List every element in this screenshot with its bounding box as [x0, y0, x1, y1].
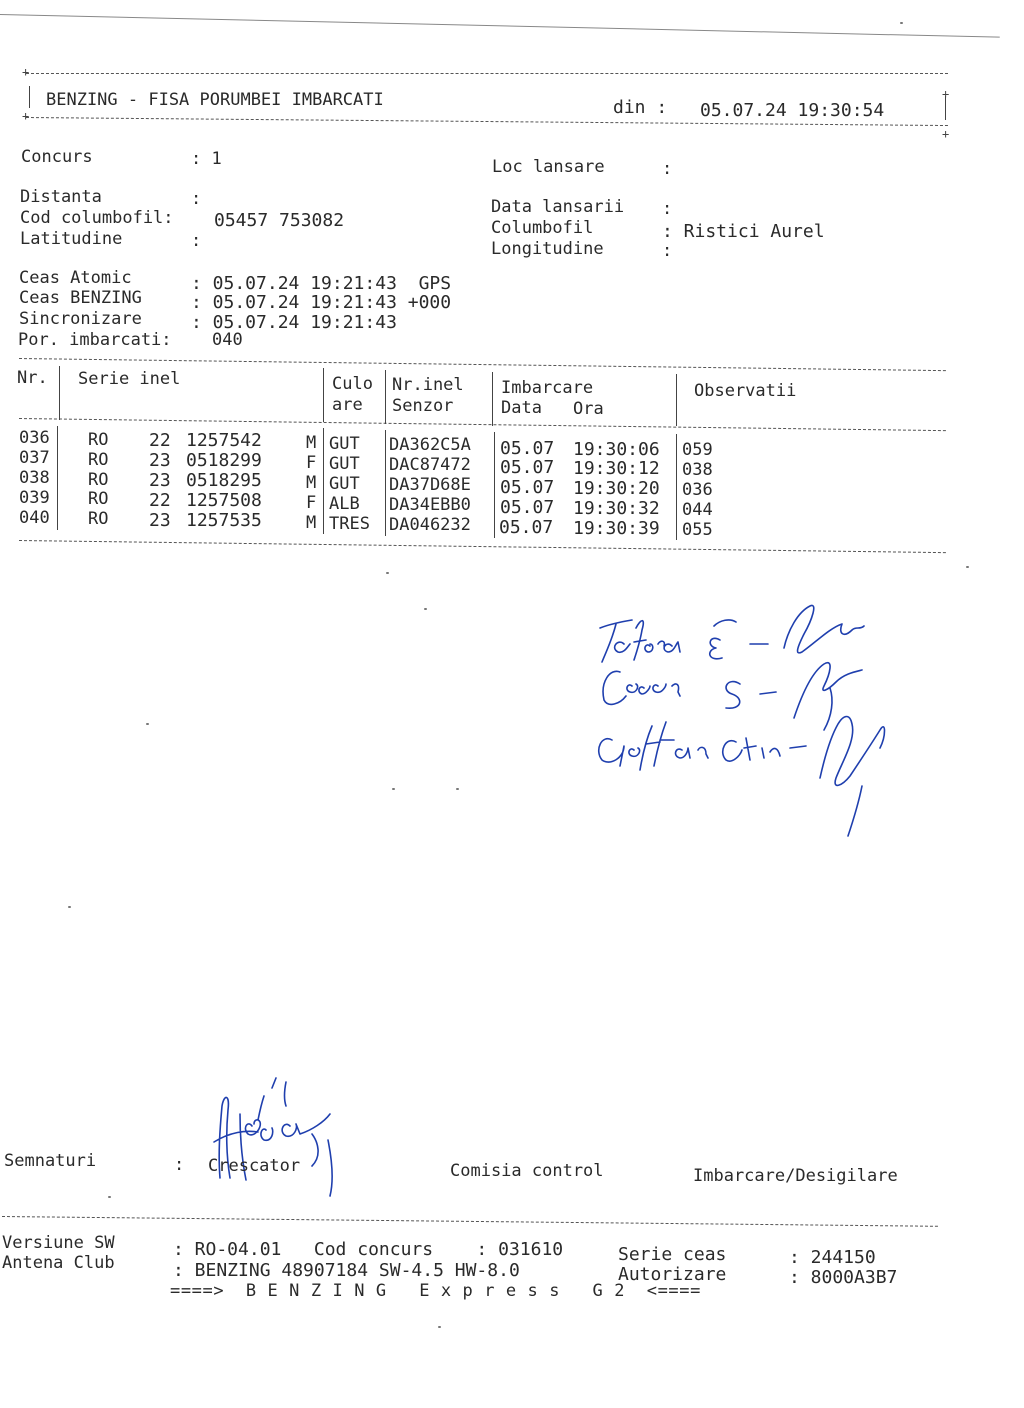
- cell-an: 22: [149, 490, 171, 511]
- cell-culoare: GUT: [329, 434, 360, 454]
- col-header-observatii: Observatii: [694, 381, 797, 401]
- cell-ora: 19:30:20: [573, 478, 660, 499]
- imbarcare-desigilare-label: Imbarcare/Desigilare: [693, 1166, 898, 1186]
- porumbei-imbarcati-value: 040: [212, 330, 243, 350]
- scan-speck: [108, 1196, 111, 1198]
- cell-an: 23: [149, 450, 171, 471]
- comisia-control-label: Comisia control: [450, 1161, 604, 1181]
- cell-data: 05.07: [500, 438, 555, 459]
- header-right-border: [945, 96, 946, 120]
- longitudine-value: :: [662, 241, 673, 261]
- col-border: [57, 426, 58, 530]
- cell-inel: 1257508: [186, 490, 262, 511]
- scan-speck: [68, 906, 71, 908]
- col-border: [385, 430, 386, 536]
- cell-observatii: 038: [682, 460, 713, 480]
- cell-ora: 19:30:32: [573, 498, 660, 519]
- cell-data: 05.07: [499, 517, 554, 538]
- sincronizare-value: : 05.07.24 19:21:43: [191, 312, 397, 333]
- crescator-label: Crescator: [208, 1156, 301, 1176]
- cell-ora: 19:30:06: [573, 439, 660, 460]
- header-corner: +: [22, 65, 30, 79]
- col-border: [323, 428, 324, 534]
- cell-senzor: DA34EBB0: [389, 495, 471, 515]
- report-date-value: 05.07.24 19:30:54: [700, 100, 885, 121]
- cell-observatii: 044: [682, 500, 713, 520]
- report-date-label: din :: [613, 97, 668, 118]
- serie-ceas-label: Serie ceas: [618, 1244, 727, 1265]
- cell-sex: F: [306, 453, 317, 473]
- cell-tara: RO: [88, 509, 109, 529]
- cell-ora: 19:30:39: [573, 518, 660, 539]
- col-header-serie: Serie inel: [78, 369, 181, 389]
- col-header-culoare-2: are: [332, 395, 363, 415]
- scan-speck: [386, 572, 389, 574]
- cell-culoare: GUT: [329, 474, 360, 494]
- cell-observatii: 059: [682, 440, 713, 460]
- footer-software-line: : RO-04.01 Cod concurs : 031610: [173, 1239, 564, 1260]
- ceas-benzing-label: Ceas BENZING: [19, 288, 142, 308]
- cod-columbofil-value: 05457 753082: [214, 210, 345, 231]
- cell-inel: 0518295: [186, 470, 262, 491]
- sincronizare-label: Sincronizare: [19, 309, 142, 329]
- cell-sex: F: [306, 493, 317, 513]
- semnaturi-label: Semnaturi: [4, 1151, 97, 1171]
- ceas-atomic-value: : 05.07.24 19:21:43 GPS: [191, 273, 452, 294]
- latitudine-label: Latitudine: [20, 229, 123, 249]
- handwritten-commission-names: [580, 590, 920, 850]
- cell-senzor: DA362C5A: [389, 435, 471, 455]
- cell-senzor: DA046232: [389, 515, 471, 535]
- cell-nr: 039: [19, 488, 50, 508]
- cell-inel: 0518299: [186, 450, 262, 471]
- col-header-data: Data: [501, 398, 542, 418]
- cell-nr: 036: [19, 428, 50, 448]
- scan-speck: [456, 788, 459, 790]
- cell-an: 22: [149, 430, 171, 451]
- cell-culoare: GUT: [329, 454, 360, 474]
- cell-sex: M: [306, 513, 317, 533]
- table-bottom-rule: [19, 540, 946, 553]
- cell-data: 05.07: [500, 457, 555, 478]
- cell-an: 23: [149, 510, 171, 531]
- distanta-label: Distanta: [20, 187, 102, 207]
- cell-tara: RO: [88, 470, 109, 490]
- cell-senzor: DA37D68E: [389, 475, 471, 495]
- scan-speck: [392, 788, 395, 790]
- col-header-imbarcare: Imbarcare: [501, 378, 594, 398]
- columbofil-label: Columbofil: [491, 218, 594, 238]
- autorizare-value: : 8000A3B7: [789, 1267, 898, 1288]
- scan-speck: [900, 22, 903, 24]
- cell-inel: 1257542: [186, 430, 262, 451]
- semnaturi-colon: :: [174, 1155, 185, 1175]
- longitudine-label: Longitudine: [491, 239, 604, 259]
- benzing-express-banner: ====> B E N Z I N G E x p r e s s G 2 <====: [170, 1281, 701, 1301]
- versiune-sw-label: Versiune SW: [2, 1233, 115, 1253]
- cell-observatii: 036: [682, 480, 713, 500]
- scan-speck: [146, 723, 149, 725]
- cell-data: 05.07: [500, 497, 555, 518]
- cell-senzor: DAC87472: [389, 455, 471, 475]
- cell-tara: RO: [88, 450, 109, 470]
- footer-device-line: : BENZING 48907184 SW-4.5 HW-8.0: [173, 1260, 520, 1281]
- col-header-nrinel: Nr.inel: [392, 375, 464, 395]
- header-corner: +: [22, 109, 30, 123]
- distanta-value: :: [191, 189, 202, 209]
- col-border: [492, 372, 493, 426]
- cell-sex: M: [306, 473, 317, 493]
- cell-sex: M: [306, 433, 317, 453]
- loc-lansare-label: Loc lansare: [492, 157, 605, 177]
- cell-an: 23: [149, 470, 171, 491]
- columbofil-value: : Ristici Aurel: [662, 221, 825, 242]
- col-border: [59, 366, 60, 420]
- col-header-senzor: Senzor: [392, 396, 454, 416]
- cell-nr: 038: [19, 468, 50, 488]
- col-border: [323, 368, 324, 422]
- report-title: BENZING - FISA PORUMBEI IMBARCATI: [46, 90, 384, 110]
- data-lansarii-label: Data lansarii: [491, 197, 625, 217]
- scan-speck: [438, 1326, 441, 1328]
- cell-culoare: TRES: [329, 514, 370, 534]
- scan-edge-line: [0, 14, 1000, 38]
- latitudine-value: :: [191, 231, 202, 251]
- antena-club-label: Antena Club: [2, 1253, 115, 1273]
- cod-columbofil-label: Cod columbofil:: [20, 208, 174, 228]
- cell-nr: 040: [19, 508, 50, 528]
- loc-lansare-value: :: [662, 159, 673, 179]
- col-header-nr: Nr.: [17, 368, 48, 388]
- data-lansarii-value: :: [662, 199, 673, 219]
- cell-tara: RO: [88, 489, 109, 509]
- autorizare-label: Autorizare: [618, 1264, 727, 1285]
- scan-speck: [966, 566, 969, 568]
- scan-speck: [424, 608, 427, 610]
- header-corner: +: [942, 127, 950, 141]
- cell-observatii: 055: [682, 520, 713, 540]
- cell-nr: 037: [19, 448, 50, 468]
- col-border: [494, 432, 495, 538]
- concurs-label: Concurs: [21, 147, 93, 167]
- crescator-signature: [200, 1070, 370, 1200]
- concurs-value: : 1: [191, 149, 222, 169]
- ceas-atomic-label: Ceas Atomic: [19, 268, 132, 288]
- col-border: [676, 434, 677, 540]
- col-border: [676, 374, 677, 426]
- cell-tara: RO: [88, 430, 109, 450]
- ceas-benzing-value: : 05.07.24 19:21:43 +000: [191, 292, 452, 313]
- col-border: [385, 370, 386, 424]
- header-corner: +: [942, 87, 950, 101]
- col-header-ora: Ora: [573, 399, 604, 419]
- cell-culoare: ALB: [329, 494, 360, 514]
- serie-ceas-value: : 244150: [789, 1247, 876, 1268]
- footer-top-rule: [2, 1216, 938, 1227]
- porumbei-imbarcati-label: Por. imbarcati:: [18, 330, 172, 350]
- col-header-culoare-1: Culo: [332, 374, 373, 394]
- cell-data: 05.07: [500, 477, 555, 498]
- cell-ora: 19:30:12: [573, 458, 660, 479]
- header-top-rule: [26, 73, 948, 74]
- header-left-border: [29, 86, 30, 108]
- cell-inel: 1257535: [186, 510, 262, 531]
